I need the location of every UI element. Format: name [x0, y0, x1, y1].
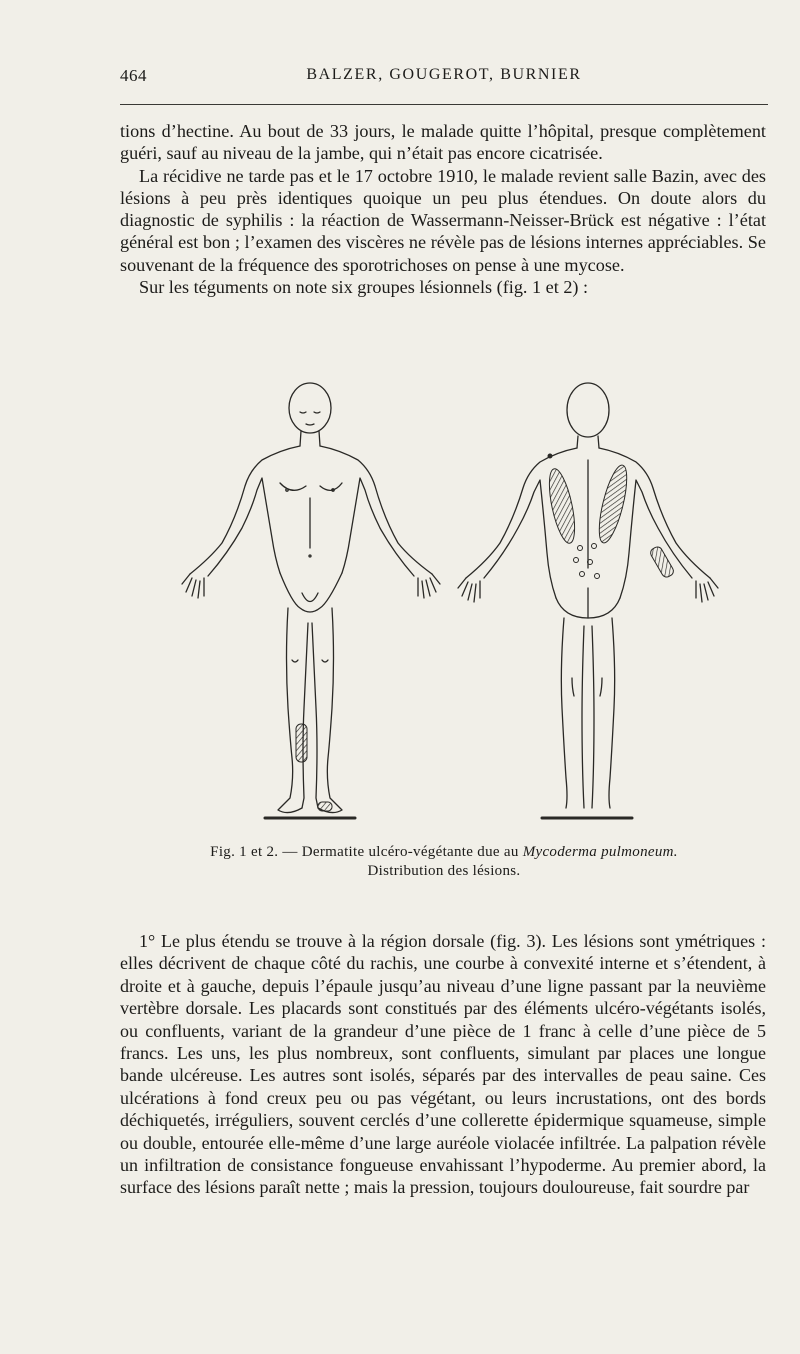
paragraph-teguments: Sur les téguments on note six groupes lésionnels (fig. 1 et 2) :	[139, 277, 589, 298]
body-text	[120, 930, 766, 1199]
front-body-illustration	[182, 383, 440, 818]
intro-text	[120, 120, 766, 298]
caption-line-2: Distribution des lésions.	[367, 862, 521, 879]
caption-species: Mycoderma pulmoneum.	[522, 844, 678, 860]
front-foot-lesion	[318, 802, 332, 811]
page-header	[120, 66, 768, 92]
front-leg-lesion	[296, 724, 307, 762]
page-number: 464	[120, 66, 147, 85]
paragraph-region-dorsale: 1° Le plus étendu se trouve à la région dorsale (fig. 3). Les lésions sont ymétriques : elles décrivent de chaque côté du rachis, une courbe à convexité interne et s’étendent, à droite et à gauche, depuis l’épaule jusqu’au niveau d’une ligne passant par la neuvième vertèbre dorsale. Les placards sont constitués par des éléments ulcéro-végétants isolés, ou confluents, variant de la grandeur d’une pièce de 1 franc à celle d’une pièce de 5 francs. Les uns, les plus nombreux, sont confluents, simulant par places une longue bande ulcéreuse. Les autres sont isolés, séparés par des intervalles de peau saine. Ces ulcérations à fond creux peu ou pas végétant, ou leurs incrustations, ont des bords déchiquetés, irréguliers, souvent cerclés d’une collerette épidermique squameuse, simple ou double, entourée elle-même d’une large auréole violacée infiltrée. La palpation révèle un infiltration de consistance fongueuse envahissant l’hypoderme. Au premier abord, la surface des lésions paraît nette ; mais la pression, toujours douloureuse, fait sourdre par	[120, 931, 766, 1198]
paragraph-recidive: La récidive ne tarde pas et le 17 octobre 1910, le malade revient salle Bazin, avec des lésions à peu près identiques quoique un peu plus étendues. On doute alors du diagnostic de syphilis : la réaction de Wassermann-Neisser-Brück est négative : l’état général est bon ; l’examen des viscères ne révèle pas de lésions internes appréciables. Se souvenant de la fréquence des sporotrichoses on pense à une mycose.	[120, 165, 766, 275]
caption-prefix: Fig. 1 et 2. — Dermatite ulcéro-végétante due au	[210, 844, 523, 860]
back-left-dorsal-lesion	[544, 467, 579, 545]
caption-line-1	[120, 843, 768, 862]
back-body-illustration	[458, 383, 718, 818]
running-head: BALZER, GOUGEROT, BURNIER	[306, 66, 582, 83]
header-rule	[120, 104, 768, 105]
figure-caption	[120, 843, 768, 880]
body-lesion-figure	[170, 378, 730, 838]
paragraph-continuation: tions d’hectine. Au bout de 33 jours, le malade quitte l’hôpital, presque complètement guéri, sauf au niveau de la jambe, qui n’était pas encore cicatrisée.	[120, 121, 766, 164]
back-right-dorsal-lesion	[594, 463, 633, 545]
